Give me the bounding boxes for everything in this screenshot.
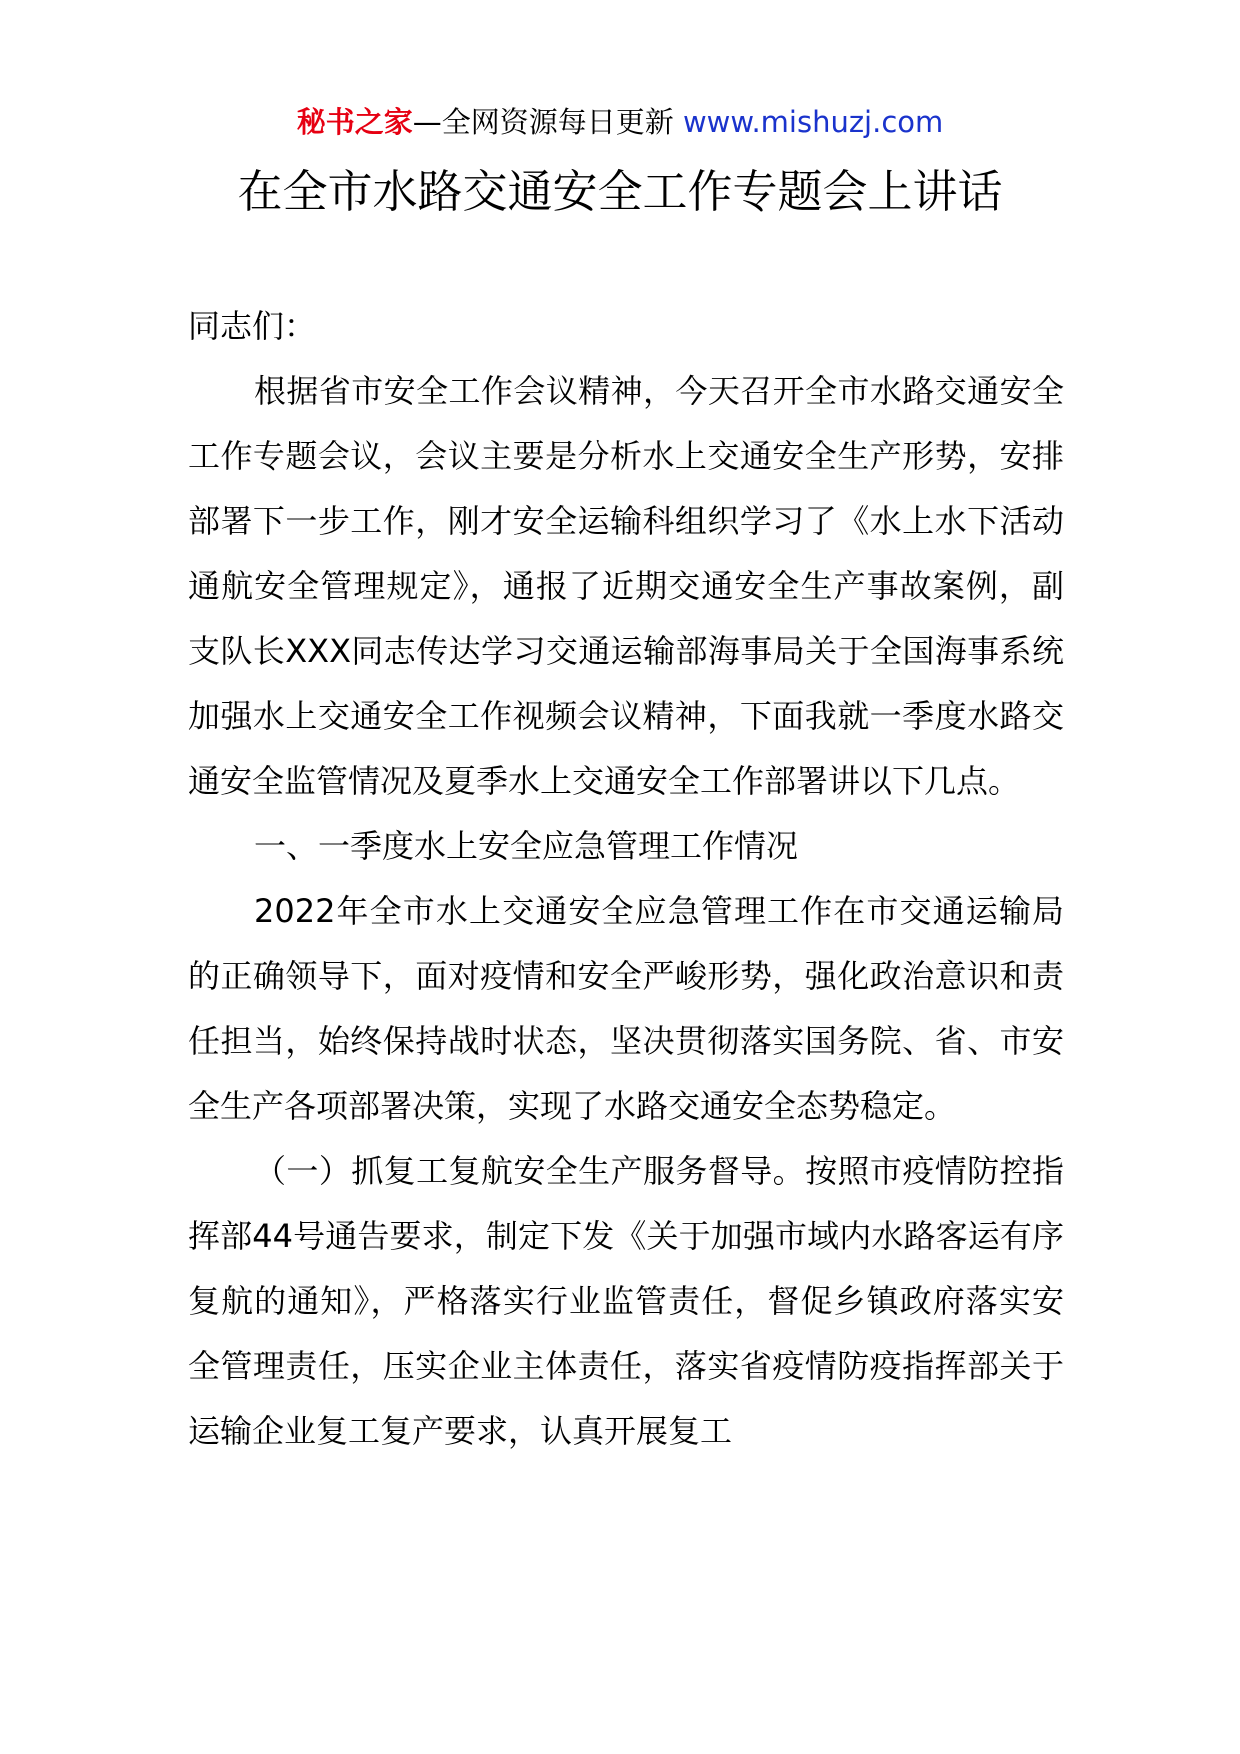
section-heading-1: 一、一季度水上安全应急管理工作情况 [254,827,799,865]
site-brand: 秘书之家 [296,105,413,139]
paragraph-subsection-1: （一）抓复工复航安全生产服务督导。按照市疫情防控指挥部44号通告要求，制定下发《关于加强市域内水路客运有序复航的通知》，严格落实行业监管责任，督促乡镇政府落实安全管理责任，压实企业主体责任，落实省疫情防疫指挥部关于运输企业复工复产要求，认真开展复工 [188,1152,1064,1450]
paragraph-intro: 根据省市安全工作会议精神，今天召开全市水路交通安全工作专题会议，会议主要是分析水上交通安全生产形势，安排部署下一步工作，刚才安全运输科组织学习了《水上水下活动通航安全管理规定》，通报了近期交通安全生产事故案例，副支队长XXX同志传达学习交通运输部海事局关于全国海事系统加强水上交通安全工作视频会议精神，下面我就一季度水路交通安全监管情况及夏季水上交通安全工作部署讲以下几点。 [188,372,1064,800]
paragraph-overview: 2022年全市水上交通安全应急管理工作在市交通运输局的正确领导下，面对疫情和安全严峻形势，强化政治意识和责任担当，始终保持战时状态，坚决贯彻落实国务院、省、市安全生产各项部署决策，实现了水路交通安全态势稳定。 [188,892,1064,1125]
salutation: 同志们： [188,307,317,345]
site-header [0,102,1240,142]
site-url-link[interactable]: www.mishuzj.com [682,105,944,139]
document-title: 在全市水路交通安全工作专题会上讲话 [237,165,1003,218]
document-body [188,294,1064,1464]
site-slogan: —全网资源每日更新 [412,105,683,139]
